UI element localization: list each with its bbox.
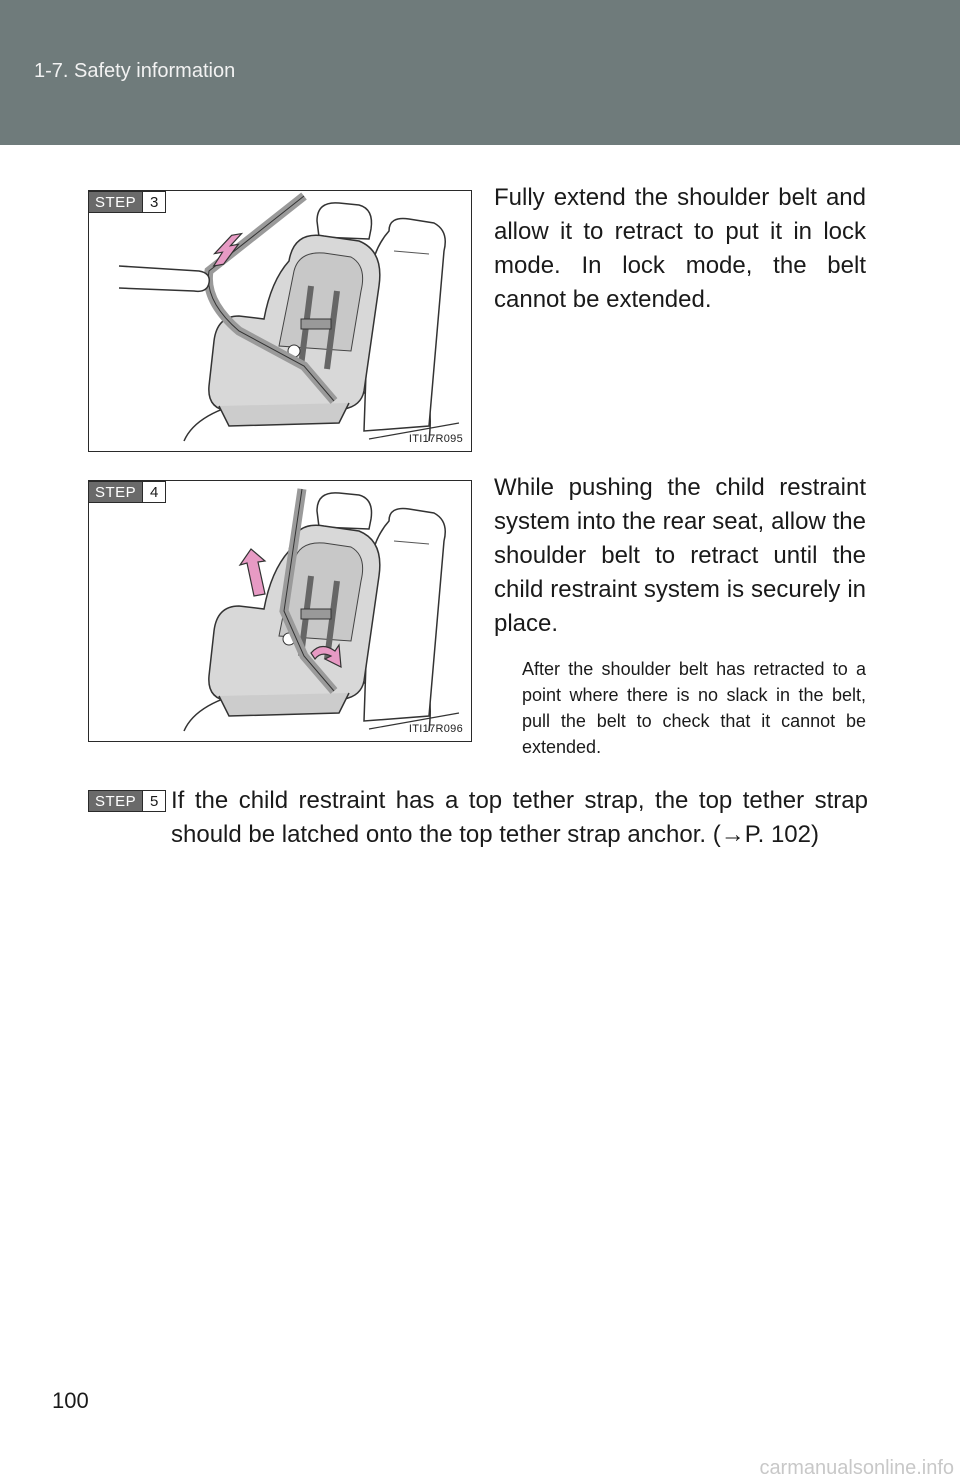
child-seat-illustration-extend-belt	[89, 191, 472, 452]
step-3-text: Fully extend the shoulder belt and allow it to retract to put it in lock mode. In lock mode, the belt cannot be extended.	[494, 184, 866, 313]
step-badge-3	[88, 191, 166, 213]
figure-step-3	[88, 190, 472, 452]
page-header	[0, 0, 960, 145]
step-badge-5	[88, 790, 166, 812]
step-number: 5	[142, 791, 165, 811]
page-number: 100	[52, 1388, 89, 1413]
section-title: 1-7. Safety information	[34, 60, 236, 82]
step-number: 4	[142, 482, 165, 502]
step-number: 3	[142, 192, 165, 212]
step-5-text: If the child restraint has a top tether strap, the top tether strap should be latched onto the top tether strap anchor. (→P. 102)	[171, 787, 868, 848]
step-4-text: While pushing the child restraint system into the rear seat, allow the shoulder belt to retract until the child restraint system is securely in place.	[494, 474, 866, 637]
step-label: STEP	[89, 192, 142, 212]
child-seat-illustration-retract-belt	[89, 481, 472, 742]
step-label: STEP	[89, 791, 142, 811]
step-label: STEP	[89, 482, 142, 502]
step-4-note: After the shoulder belt has retracted to a point where there is no slack in the belt, pull the belt to check that it cannot be extended.	[522, 659, 866, 757]
figure-code: ITI17R096	[408, 723, 463, 735]
figure-step-4	[88, 480, 472, 742]
figure-code: ITI17R095	[408, 433, 463, 445]
watermark: carmanualsonline.info	[759, 1457, 954, 1479]
step-badge-4	[88, 481, 166, 503]
